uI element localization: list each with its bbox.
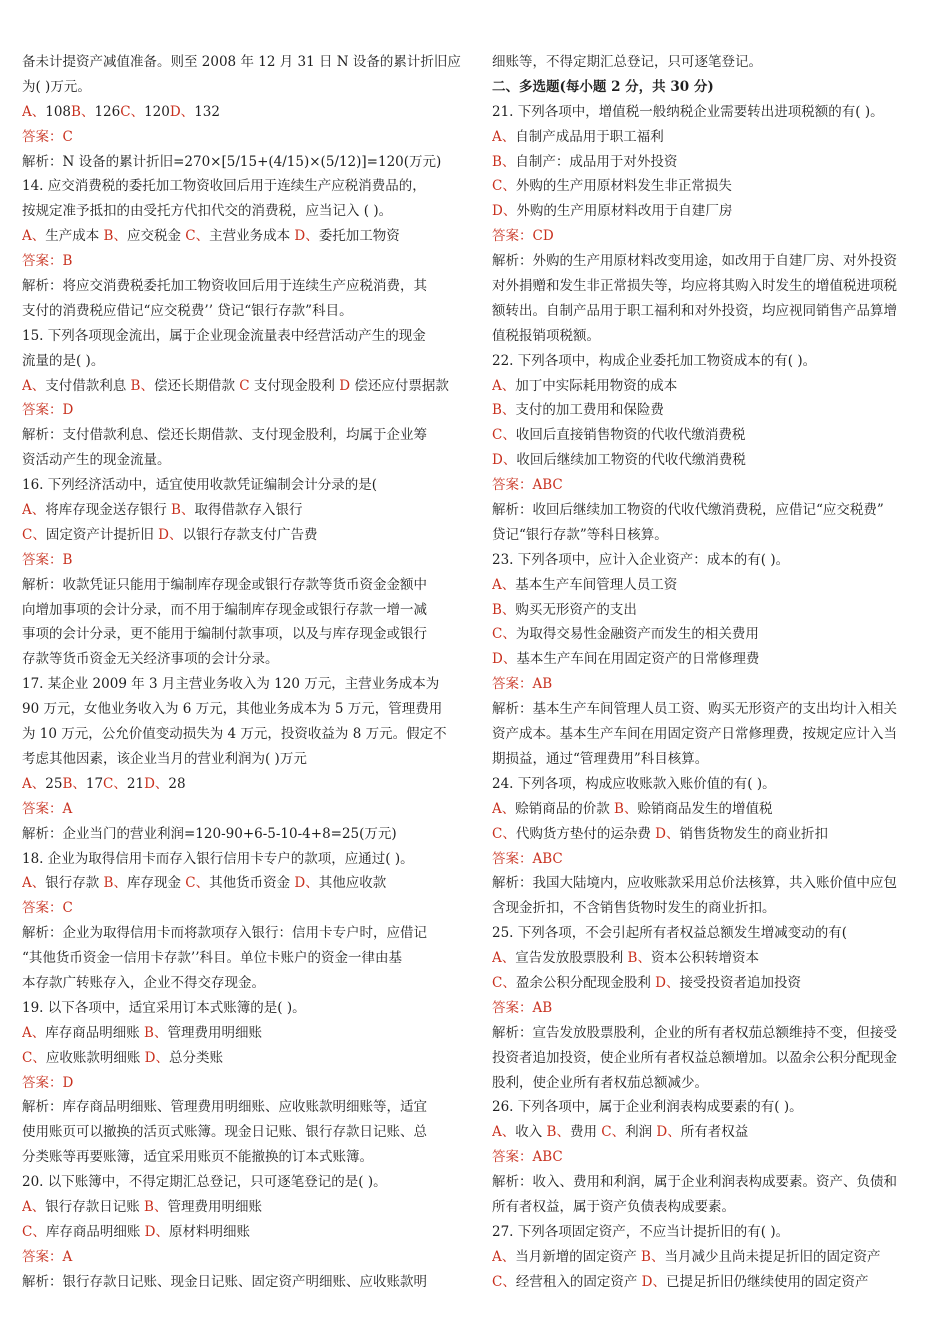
options-line: C、代购货方垫付的运杂费 D、销售货物发生的商业折扣 (492, 825, 828, 842)
text-line: 解析：宣告发放股票股利，企业的所有者权茄总额维持不变，但接受 (492, 1024, 897, 1041)
right-column (492, 50, 932, 1295)
text-line: 使用账页可以撤换的活页式账簿。现金日记账、银行存款日记账、总 (22, 1124, 427, 1141)
options-line: A、赊销商品的价款 B、赊销商品发生的增值税 (492, 800, 773, 817)
text-line: 解析：企业当门的营业利润=120-90+6-5-10-4+8=25(万元) (22, 825, 397, 842)
options-line: A、将库存现金送存银行 B、取得借款存入银行 (22, 502, 303, 519)
text-line: 25. 下列各项，不会引起所有者权益总额发生增减变动的有( (492, 925, 848, 942)
text-line: 22. 下列各项中，构成企业委托加工物资成本的有( )。 (492, 352, 817, 369)
options-line: A、25B、17C、21D、28 (22, 775, 186, 792)
options-line: A、当月新增的固定资产 B、当月减少且尚未提足折旧的固定资产 (492, 1248, 881, 1265)
answer-line: 答案：A (22, 800, 73, 817)
text-line: 所有者权益，属于资产负债表构成要素。 (492, 1198, 735, 1215)
options-line: A、银行存款 B、库存现金 C、其他货币资金 D、其他应收款 (22, 875, 387, 892)
answer-line: 答案：D (22, 1074, 74, 1091)
text-line: 值税报销项税额。 (492, 327, 600, 344)
options-line: A、宣告发放股票股利 B、资本公积转增资本 (492, 950, 759, 967)
answer-line: 答案：ABC (492, 850, 563, 867)
options-line: D、收回后继续加工物资的代收代缴消费税 (492, 452, 746, 469)
text-line: 解析：企业为取得信用卡而将款项存入银行：信用卡专户时，应借记 (22, 925, 427, 942)
options-line: A、生产成本 B、应交税金 C、主营业务成本 D、委托加工物资 (22, 228, 400, 245)
options-line: A、基本生产车间管理人员工资 (492, 576, 678, 593)
answer-line: 答案：ABC (492, 477, 563, 494)
text-line: 解析：支付借款利息、偿还长期借款、支付现金股利，均属于企业筹 (22, 427, 427, 444)
options-line: C、经营租入的固定资产 D、已提足折旧仍继续使用的固定资产 (492, 1273, 869, 1290)
text-line: 资产成本。基本生产车间在用固定资产日常修理费，按规定应计入当 (492, 726, 897, 743)
text-line: 26. 下列各项中，属于企业利润表构成要素的有( )。 (492, 1099, 803, 1116)
text-line: 按规定准予抵扣的由受托方代扣代交的消费税，应当记入 ( )。 (22, 203, 393, 220)
answer-line: 答案：C (22, 900, 73, 917)
text-line: 考虑其他因素，该企业当月的营业利润为( )万元 (22, 750, 307, 767)
text-line: 额转出。自制产品用于职工福利和对外投资，均应视同销售产品算增 (492, 302, 897, 319)
text-line: 15. 下列各项现金流出，属于企业现金流量表中经营活动产生的现金 (22, 327, 426, 344)
text-line: 本存款广转账存入，企业不得交存现金。 (22, 974, 265, 991)
options-line: C、库存商品明细账 D、原材料明细账 (22, 1223, 250, 1240)
text-line: 存款等货币资金无关经济事项的会计分录。 (22, 651, 279, 668)
text-line: 解析：我国大陆境内，应收账款采用总价法核算，共入账价值中应包 (492, 875, 897, 892)
text-line: 14. 应交消费税的委托加工物资收回后用于连续生产应税消费品的， (22, 178, 426, 195)
answer-line: 答案：AB (492, 999, 553, 1016)
options-line: C、外购的生产用原材料发生非正常损失 (492, 178, 732, 195)
text-line: 分类账等再要账簿，适宜采用账页不能撤换的订本式账簿。 (22, 1149, 373, 1166)
options-line: A、库存商品明细账 B、管理费用明细账 (22, 1024, 262, 1041)
text-line: 17. 某企业 2009 年 3 月主营业务收入为 120 万元，主营业务成本为 (22, 676, 440, 693)
options-line: C、应收账款明细账 D、总分类账 (22, 1049, 223, 1066)
options-line: A、银行存款日记账 B、管理费用明细账 (22, 1198, 262, 1215)
options-line: B、支付的加工费用和保险费 (492, 402, 664, 419)
text-line: 20. 以下账簿中，不得定期汇总登记，只可逐笔登记的是( )。 (22, 1174, 387, 1191)
text-line: 备未计提资产减值准备。则至 2008 年 12 月 31 日 N 设备的累计折旧应 (22, 54, 461, 70)
text-line: 90 万元，女他业务收入为 6 万元，其他业务成本为 5 万元，管理费用 (22, 701, 443, 718)
text-line: 流量的是( )。 (22, 352, 105, 369)
text-line: 资活动产生的现金流量。 (22, 452, 171, 469)
answer-line: 答案：B (22, 253, 73, 270)
options-line: D、外购的生产用原材料改用于自建厂房 (492, 203, 733, 220)
text-line: 解析：收款凭证只能用于编制库存现金或银行存款等货币资金金额中 (22, 576, 427, 593)
text-line: 解析：收回后继续加工物资的代收代缴消费税，应借记“应交税费” (492, 502, 884, 519)
text-line: 投资者追加投资，使企业所有者权益总额增加。以盈余公积分配现金 (492, 1049, 897, 1066)
answer-line: 答案：AB (492, 676, 553, 693)
text-line: 解析：库存商品明细账、管理费用明细账、应收账款明细账等，适宜 (22, 1099, 427, 1116)
options-line: A、108B、126C、120D、132 (22, 103, 220, 120)
text-line: 向增加事项的会计分录，而不用于编制库存现金或银行存款一增一减 (22, 601, 427, 618)
options-line: C、盈余公积分配现金股利 D、接受投资者追加投资 (492, 974, 801, 991)
text-line: 解析：收入、费用和利润，属于企业利润表构成要素。资产、负债和 (492, 1174, 897, 1191)
text-line: 为( )万元。 (22, 78, 91, 95)
text-line: 为 10 万元，公允价值变动损失为 4 万元，投资收益为 8 万元。假定不 (22, 726, 447, 743)
options-line: D、基本生产车间在用固定资产的日常修理费 (492, 651, 760, 668)
text-line: 解析：N 设备的累计折旧=270×[5/15+(4/15)×(5/12)]=120(万元) (22, 153, 442, 170)
text-line: 股利，使企业所有者权茄总额减少。 (492, 1074, 708, 1091)
options-line: C、固定资产计提折旧 D、以银行存款支付广告费 (22, 526, 318, 543)
text-line: 18. 企业为取得信用卡而存入银行信用卡专户的款项，应通过( )。 (22, 850, 414, 867)
answer-line: 答案：A (22, 1248, 73, 1265)
text-line: 支付的消费税应借记“应交税费’’ 贷记“银行存款”科目。 (22, 302, 353, 319)
text-line: “其他货币资金一信用卡存款’’科目。单位卡账户的资金一律由基 (22, 950, 402, 967)
text-line: 解析：外购的生产用原材料改变用途，如改用于自建厂房、对外投资 (492, 253, 897, 270)
text-line: 21. 下列各项中，增值税一般纳税企业需要转出进项税额的有( )。 (492, 103, 884, 120)
text-line: 事项的会计分录，更不能用于编制付款事项，以及与库存现金或银行 (22, 626, 427, 643)
answer-line: 答案：CD (492, 228, 554, 245)
text-line: 解析：将应交消费税委托加工物资收回后用于连续生产应税消费，其 (22, 278, 427, 295)
answer-line: 答案：C (22, 128, 73, 145)
text-line: 解析：基本生产车间管理人员工资、购买无形资产的支出均计入相关 (492, 701, 897, 718)
text-line: 27. 下列各项固定资产，不应当计提折旧的有( )。 (492, 1223, 790, 1240)
section-heading: 二、多选题(每小题 2 分，共 30 分) (492, 78, 714, 95)
options-line: B、自制产：成品用于对外投资 (492, 153, 678, 170)
answer-line: 答案：D (22, 402, 74, 419)
options-line: B、购买无形资产的支出 (492, 601, 637, 618)
text-line: 16. 下列经济活动中，适宜使用收款凭证编制会计分录的是( (22, 477, 378, 494)
text-line: 24. 下列各项，构成应收账款入账价值的有( )。 (492, 775, 776, 792)
options-line: C、收回后直接销售物资的代收代缴消费税 (492, 427, 746, 444)
text-line: 细账等，不得定期汇总登记，只可逐笔登记。 (492, 54, 762, 70)
options-line: A、支付借款利息 B、偿还长期借款 C 支付现金股利 D 偿还应付票据款 (22, 377, 449, 394)
text-line: 对外捐赠和发生非正常损失等，均应将其购入时发生的增值税进项税 (492, 278, 897, 295)
text-line: 19. 以下各项中，适宜采用订本式账簿的是( )。 (22, 999, 306, 1016)
options-line: A、加丁中实际耗用物资的成本 (492, 377, 678, 394)
options-line: A、收入 B、费用 C、利润 D、所有者权益 (492, 1124, 749, 1141)
text-line: 解析：银行存款日记账、现金日记账、固定资产明细账、应收账款明 (22, 1273, 427, 1290)
options-line: C、为取得交易性金融资产而发生的相关费用 (492, 626, 759, 643)
text-line: 贷记“银行存款”等科日核算。 (492, 526, 668, 543)
text-line: 期损益，通过“管理费用”科目核算。 (492, 750, 709, 767)
left-column (22, 50, 462, 1295)
text-line: 含现金折扣，不含销售货物时发生的商业折扣。 (492, 900, 776, 917)
answer-line: 答案：B (22, 551, 73, 568)
text-line: 23. 下列各项中，应计入企业资产：成本的有( )。 (492, 551, 790, 568)
options-line: A、自制产成品用于职工福利 (492, 128, 664, 145)
answer-line: 答案：ABC (492, 1149, 563, 1166)
